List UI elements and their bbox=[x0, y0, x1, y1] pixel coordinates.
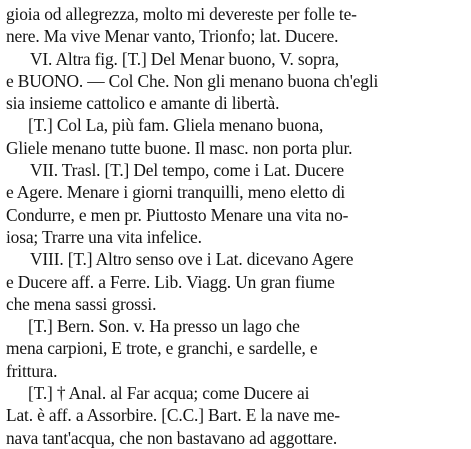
text-line-7: Gliele menano tutte buone. Il masc. non porta plur. bbox=[6, 137, 353, 158]
text-line-11: iosa; Trarre una vita infelice. bbox=[6, 226, 202, 247]
text-line-12: VIII. [T.] Altro senso ove i Lat. dicevano Agere bbox=[30, 249, 354, 270]
text-line-18: [T.] † Anal. al Far acqua; come Ducere ai bbox=[28, 383, 310, 404]
text-line-15: [T.] Bern. Son. v. Ha presso un lago che bbox=[28, 316, 300, 337]
text-line-6: [T.] Col La, più fam. Gliela menano buona, bbox=[28, 115, 324, 136]
text-line-19: Lat. è aff. a Assorbire. [C.C.] Bart. E la nave me- bbox=[6, 405, 340, 426]
text-line-13: e Ducere aff. a Ferre. Lib. Viagg. Un gran fiume bbox=[6, 271, 335, 292]
text-line-9: e Agere. Menare i giorni tranquilli, meno eletto di bbox=[6, 182, 346, 203]
text-line-14: che mena sassi grossi. bbox=[6, 293, 157, 314]
text-line-17: frittura. bbox=[6, 360, 58, 381]
text-line-10: Condurre, e men pr. Piuttosto Menare una vita no- bbox=[6, 204, 349, 225]
text-line-3: VI. Altra fig. [T.] Del Menar buono, V. sopra, bbox=[30, 48, 339, 69]
text-line-4: e BUONO. — Col Che. Non gli menano buona ch'egli bbox=[6, 70, 379, 91]
text-line-20: nava tant'acqua, che non bastavano ad aggottare. bbox=[6, 427, 338, 448]
text-line-5: sia insieme cattolico e amante di libertà. bbox=[6, 93, 280, 114]
text-line-1: gioia od allegrezza, molto mi devereste per folle te- bbox=[6, 4, 357, 24]
text-line-2: nere. Ma vive Menar vanto, Trionfo; lat. Ducere. bbox=[6, 26, 339, 47]
text-line-8: VII. Trasl. [T.] Del tempo, come i Lat. Ducere bbox=[30, 160, 344, 181]
text-line-16: mena carpioni, E trote, e granchi, e sardelle, e bbox=[6, 338, 318, 359]
